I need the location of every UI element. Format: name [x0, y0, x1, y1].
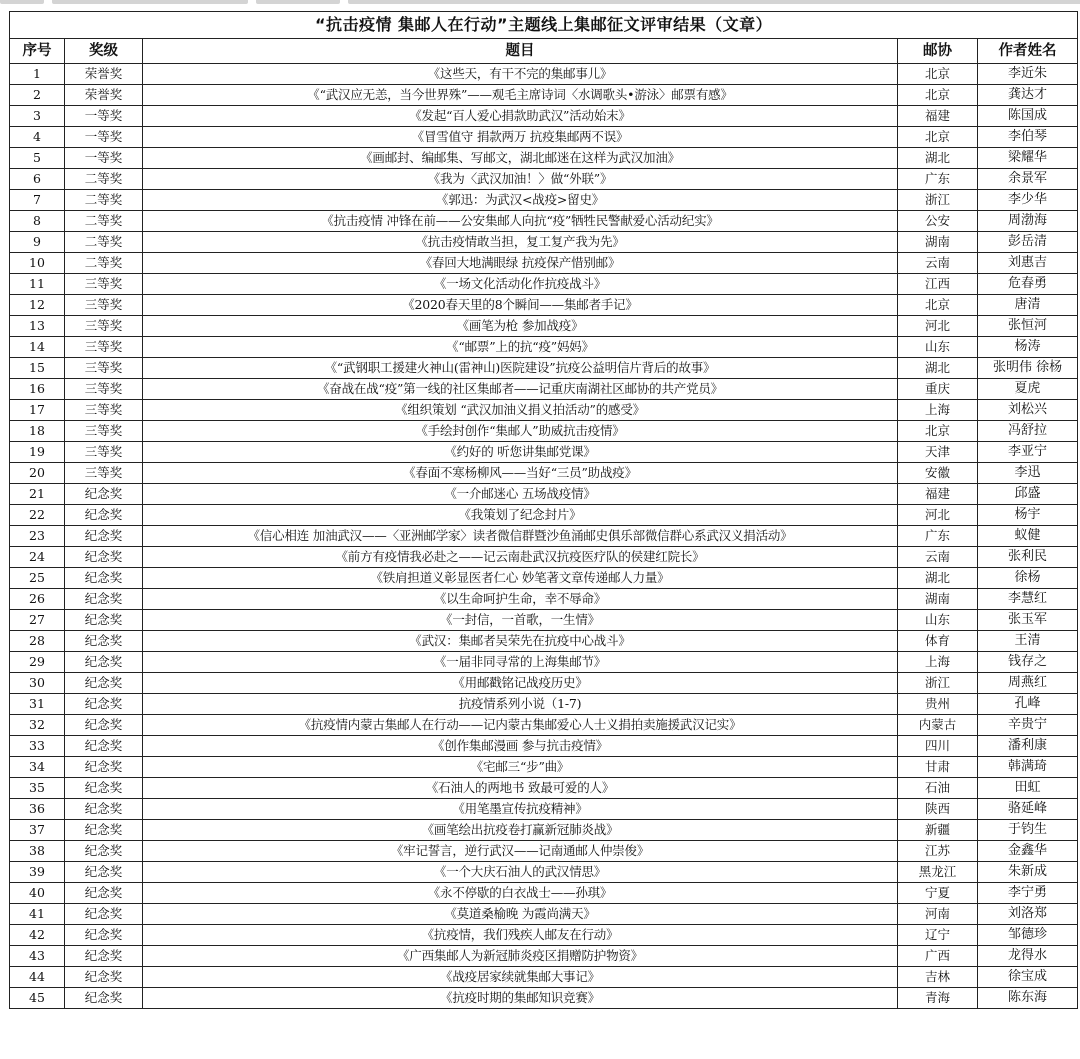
cell-author: 梁耀华 — [978, 148, 1078, 169]
header-association: 邮协 — [898, 39, 978, 64]
cell-award: 纪念奖 — [65, 484, 143, 505]
cell-award: 纪念奖 — [65, 967, 143, 988]
cell-author: 田虹 — [978, 778, 1078, 799]
cell-index: 31 — [10, 694, 65, 715]
table-row — [10, 967, 1078, 988]
cell-title: 《组织策划 “武汉加油义捐义拍活动”的感受》 — [143, 400, 898, 421]
cell-award: 三等奖 — [65, 316, 143, 337]
cell-title: 《这些天，有干不完的集邮事儿》 — [143, 64, 898, 85]
table-row — [10, 484, 1078, 505]
cell-index: 29 — [10, 652, 65, 673]
cell-association: 四川 — [898, 736, 978, 757]
results-document — [9, 11, 1077, 1009]
cell-title: 《信心相连 加油武汉——〈亚洲邮学家〉读者微信群暨沙鱼涌邮史俱乐部微信群心系武汉义捐活动》 — [143, 526, 898, 547]
cell-index: 40 — [10, 883, 65, 904]
cell-index: 39 — [10, 862, 65, 883]
cell-association: 湖南 — [898, 589, 978, 610]
cell-association: 安徽 — [898, 463, 978, 484]
cell-author: 彭岳清 — [978, 232, 1078, 253]
cell-author: 王清 — [978, 631, 1078, 652]
cell-award: 一等奖 — [65, 148, 143, 169]
cell-association: 吉林 — [898, 967, 978, 988]
cell-association: 浙江 — [898, 190, 978, 211]
cell-award: 荣誉奖 — [65, 64, 143, 85]
cell-title: 《郭迅：为武汉<战疫>留史》 — [143, 190, 898, 211]
cell-index: 2 — [10, 85, 65, 106]
cell-award: 纪念奖 — [65, 631, 143, 652]
table-row — [10, 85, 1078, 106]
cell-title: 《宅邮三“步”曲》 — [143, 757, 898, 778]
table-row — [10, 526, 1078, 547]
cell-title: 《抗击疫情敢当担，复工复产我为先》 — [143, 232, 898, 253]
cell-award: 纪念奖 — [65, 778, 143, 799]
cell-title: 《永不停歇的白衣战士——孙琪》 — [143, 883, 898, 904]
table-row — [10, 232, 1078, 253]
cell-index: 15 — [10, 358, 65, 379]
cell-award: 三等奖 — [65, 400, 143, 421]
cell-author: 李迅 — [978, 463, 1078, 484]
table-row — [10, 568, 1078, 589]
header-index: 序号 — [10, 39, 65, 64]
cell-author: 唐清 — [978, 295, 1078, 316]
table-row — [10, 610, 1078, 631]
table-row — [10, 841, 1078, 862]
cell-author: 李少华 — [978, 190, 1078, 211]
cell-author: 陈东海 — [978, 988, 1078, 1009]
cell-award: 纪念奖 — [65, 652, 143, 673]
cell-index: 1 — [10, 64, 65, 85]
cell-index: 28 — [10, 631, 65, 652]
table-row — [10, 127, 1078, 148]
cell-title: 《用笔墨宣传抗疫精神》 — [143, 799, 898, 820]
cell-association: 广东 — [898, 526, 978, 547]
header-author: 作者姓名 — [978, 39, 1078, 64]
cell-index: 38 — [10, 841, 65, 862]
cell-author: 张玉军 — [978, 610, 1078, 631]
cell-index: 4 — [10, 127, 65, 148]
table-row — [10, 358, 1078, 379]
cell-association: 辽宁 — [898, 925, 978, 946]
table-row — [10, 883, 1078, 904]
header-award: 奖级 — [65, 39, 143, 64]
cell-award: 一等奖 — [65, 106, 143, 127]
cell-association: 北京 — [898, 127, 978, 148]
cell-author: 冯舒拉 — [978, 421, 1078, 442]
top-edge-decoration — [0, 0, 1080, 6]
table-row — [10, 988, 1078, 1009]
table-row — [10, 316, 1078, 337]
cell-author: 陈国成 — [978, 106, 1078, 127]
table-row — [10, 862, 1078, 883]
cell-index: 21 — [10, 484, 65, 505]
cell-author: 辛贵宁 — [978, 715, 1078, 736]
cell-author: 龚达才 — [978, 85, 1078, 106]
document-title: “抗击疫情 集邮人在行动”主题线上集邮征文评审结果（文章） — [10, 12, 1078, 39]
cell-title: 《创作集邮漫画 参与抗击疫情》 — [143, 736, 898, 757]
cell-author: 杨涛 — [978, 337, 1078, 358]
cell-title: 《铁肩担道义彰显医者仁心 妙笔著文章传递邮人力量》 — [143, 568, 898, 589]
cell-index: 42 — [10, 925, 65, 946]
cell-award: 纪念奖 — [65, 589, 143, 610]
cell-author: 蚁健 — [978, 526, 1078, 547]
cell-author: 孔峰 — [978, 694, 1078, 715]
cell-author: 李近朱 — [978, 64, 1078, 85]
cell-association: 广西 — [898, 946, 978, 967]
cell-title: 《画笔绘出抗疫卷打赢新冠肺炎战》 — [143, 820, 898, 841]
cell-award: 纪念奖 — [65, 694, 143, 715]
cell-index: 34 — [10, 757, 65, 778]
cell-author: 邱盛 — [978, 484, 1078, 505]
cell-association: 内蒙古 — [898, 715, 978, 736]
cell-index: 5 — [10, 148, 65, 169]
table-row — [10, 169, 1078, 190]
cell-author: 刘洛郑 — [978, 904, 1078, 925]
cell-index: 35 — [10, 778, 65, 799]
table-row — [10, 778, 1078, 799]
cell-author: 龙得水 — [978, 946, 1078, 967]
cell-index: 22 — [10, 505, 65, 526]
table-row — [10, 757, 1078, 778]
cell-index: 25 — [10, 568, 65, 589]
cell-association: 广东 — [898, 169, 978, 190]
cell-author: 张利民 — [978, 547, 1078, 568]
cell-index: 27 — [10, 610, 65, 631]
cell-author: 金鑫华 — [978, 841, 1078, 862]
cell-association: 青海 — [898, 988, 978, 1009]
table-row — [10, 694, 1078, 715]
cell-author: 张恒河 — [978, 316, 1078, 337]
table-row — [10, 463, 1078, 484]
cell-award: 纪念奖 — [65, 841, 143, 862]
cell-association: 北京 — [898, 64, 978, 85]
cell-award: 二等奖 — [65, 211, 143, 232]
cell-index: 19 — [10, 442, 65, 463]
cell-title: 抗疫情系列小说（1-7) — [143, 694, 898, 715]
cell-title: 《一届非同寻常的上海集邮节》 — [143, 652, 898, 673]
cell-title: 《抗疫情，我们残疾人邮友在行动》 — [143, 925, 898, 946]
cell-association: 北京 — [898, 295, 978, 316]
cell-award: 纪念奖 — [65, 568, 143, 589]
cell-association: 江西 — [898, 274, 978, 295]
cell-award: 二等奖 — [65, 253, 143, 274]
cell-title: 《战疫居家续就集邮大事记》 — [143, 967, 898, 988]
table-row — [10, 400, 1078, 421]
cell-title: 《手绘封创作“集邮人”助威抗击疫情》 — [143, 421, 898, 442]
cell-title: 《以生命呵护生命，幸不辱命》 — [143, 589, 898, 610]
cell-title: 《广西集邮人为新冠肺炎疫区捐赠防护物资》 — [143, 946, 898, 967]
table-body — [10, 64, 1078, 1009]
cell-author: 李伯琴 — [978, 127, 1078, 148]
table-row — [10, 547, 1078, 568]
cell-association: 江苏 — [898, 841, 978, 862]
table-header-row — [10, 39, 1078, 64]
cell-author: 刘惠吉 — [978, 253, 1078, 274]
cell-title: 《奋战在战“疫”第一线的社区集邮者——记重庆南湖社区邮协的共产党员》 — [143, 379, 898, 400]
table-row — [10, 673, 1078, 694]
cell-award: 纪念奖 — [65, 862, 143, 883]
cell-award: 二等奖 — [65, 232, 143, 253]
cell-title: 《“邮票”上的抗“疫”妈妈》 — [143, 337, 898, 358]
table-row — [10, 442, 1078, 463]
cell-author: 邹德珍 — [978, 925, 1078, 946]
table-row — [10, 820, 1078, 841]
cell-title: 《2020春天里的8个瞬间——集邮者手记》 — [143, 295, 898, 316]
cell-index: 36 — [10, 799, 65, 820]
cell-author: 危春勇 — [978, 274, 1078, 295]
cell-index: 9 — [10, 232, 65, 253]
table-row — [10, 505, 1078, 526]
cell-association: 山东 — [898, 337, 978, 358]
cell-association: 湖北 — [898, 358, 978, 379]
cell-title: 《一个大庆石油人的武汉情思》 — [143, 862, 898, 883]
cell-award: 三等奖 — [65, 421, 143, 442]
cell-association: 湖北 — [898, 148, 978, 169]
cell-title: 《“武钢职工援建火神山(雷神山)医院建设”抗疫公益明信片背后的故事》 — [143, 358, 898, 379]
cell-title: 《石油人的两地书 致最可爱的人》 — [143, 778, 898, 799]
table-row — [10, 946, 1078, 967]
cell-award: 纪念奖 — [65, 715, 143, 736]
cell-title: 《抗疫情内蒙古集邮人在行动——记内蒙古集邮爱心人士义捐拍卖施援武汉记实》 — [143, 715, 898, 736]
cell-index: 30 — [10, 673, 65, 694]
cell-author: 骆延峰 — [978, 799, 1078, 820]
cell-award: 纪念奖 — [65, 820, 143, 841]
cell-author: 张明伟 徐杨 — [978, 358, 1078, 379]
cell-author: 余景军 — [978, 169, 1078, 190]
cell-award: 三等奖 — [65, 442, 143, 463]
cell-index: 41 — [10, 904, 65, 925]
cell-association: 福建 — [898, 106, 978, 127]
cell-title: 《画邮封、编邮集、写邮文，湖北邮迷在这样为武汉加油》 — [143, 148, 898, 169]
cell-award: 纪念奖 — [65, 505, 143, 526]
cell-title: 《约好的 听您讲集邮党课》 — [143, 442, 898, 463]
cell-association: 河北 — [898, 505, 978, 526]
cell-association: 浙江 — [898, 673, 978, 694]
cell-index: 45 — [10, 988, 65, 1009]
cell-association: 湖北 — [898, 568, 978, 589]
cell-title: 《发起“百人爱心捐款助武汉”活动始末》 — [143, 106, 898, 127]
cell-title: 《牢记誓言，逆行武汉——记南通邮人仲崇俊》 — [143, 841, 898, 862]
cell-author: 潘利康 — [978, 736, 1078, 757]
cell-index: 13 — [10, 316, 65, 337]
cell-author: 杨宇 — [978, 505, 1078, 526]
cell-index: 7 — [10, 190, 65, 211]
cell-award: 三等奖 — [65, 274, 143, 295]
table-row — [10, 631, 1078, 652]
cell-award: 三等奖 — [65, 463, 143, 484]
cell-author: 韩满琦 — [978, 757, 1078, 778]
cell-index: 24 — [10, 547, 65, 568]
cell-association: 河南 — [898, 904, 978, 925]
cell-title: 《“武汉应无恙，当今世界殊”——观毛主席诗词〈水调歌头•游泳〉邮票有感》 — [143, 85, 898, 106]
table-row — [10, 64, 1078, 85]
cell-index: 18 — [10, 421, 65, 442]
cell-index: 43 — [10, 946, 65, 967]
cell-award: 纪念奖 — [65, 526, 143, 547]
cell-association: 贵州 — [898, 694, 978, 715]
results-table — [9, 11, 1078, 1009]
table-row — [10, 295, 1078, 316]
cell-index: 12 — [10, 295, 65, 316]
cell-award: 纪念奖 — [65, 988, 143, 1009]
cell-author: 李慧红 — [978, 589, 1078, 610]
cell-author: 徐宝成 — [978, 967, 1078, 988]
cell-author: 刘松兴 — [978, 400, 1078, 421]
cell-index: 26 — [10, 589, 65, 610]
cell-association: 湖南 — [898, 232, 978, 253]
table-row — [10, 106, 1078, 127]
cell-title: 《一封信，一首歌，一生情》 — [143, 610, 898, 631]
table-row — [10, 925, 1078, 946]
cell-association: 上海 — [898, 652, 978, 673]
cell-award: 纪念奖 — [65, 757, 143, 778]
cell-award: 一等奖 — [65, 127, 143, 148]
cell-index: 8 — [10, 211, 65, 232]
cell-association: 云南 — [898, 547, 978, 568]
cell-author: 夏虎 — [978, 379, 1078, 400]
cell-author: 于钧生 — [978, 820, 1078, 841]
cell-association: 重庆 — [898, 379, 978, 400]
table-row — [10, 421, 1078, 442]
table-row — [10, 337, 1078, 358]
cell-award: 纪念奖 — [65, 736, 143, 757]
cell-index: 3 — [10, 106, 65, 127]
cell-association: 天津 — [898, 442, 978, 463]
table-row — [10, 736, 1078, 757]
cell-award: 三等奖 — [65, 358, 143, 379]
cell-title: 《我为〈武汉加油！〉做“外联”》 — [143, 169, 898, 190]
table-row — [10, 904, 1078, 925]
cell-association: 福建 — [898, 484, 978, 505]
cell-award: 纪念奖 — [65, 883, 143, 904]
cell-award: 纪念奖 — [65, 547, 143, 568]
cell-association: 北京 — [898, 421, 978, 442]
cell-author: 周燕红 — [978, 673, 1078, 694]
cell-title: 《莫道桑榆晚 为霞尚满天》 — [143, 904, 898, 925]
cell-title: 《春面不寒杨柳风——当好“三员”助战疫》 — [143, 463, 898, 484]
cell-index: 44 — [10, 967, 65, 988]
table-row — [10, 715, 1078, 736]
cell-title: 《抗疫时期的集邮知识竞赛》 — [143, 988, 898, 1009]
table-row — [10, 253, 1078, 274]
cell-association: 甘肃 — [898, 757, 978, 778]
cell-author: 徐杨 — [978, 568, 1078, 589]
cell-award: 纪念奖 — [65, 610, 143, 631]
cell-title: 《一场文化活动化作抗疫战斗》 — [143, 274, 898, 295]
cell-award: 纪念奖 — [65, 946, 143, 967]
cell-award: 纪念奖 — [65, 673, 143, 694]
cell-title: 《画笔为枪 参加战疫》 — [143, 316, 898, 337]
cell-index: 6 — [10, 169, 65, 190]
table-row — [10, 589, 1078, 610]
cell-award: 纪念奖 — [65, 799, 143, 820]
cell-association: 宁夏 — [898, 883, 978, 904]
table-row — [10, 211, 1078, 232]
cell-association: 云南 — [898, 253, 978, 274]
cell-association: 北京 — [898, 85, 978, 106]
cell-index: 20 — [10, 463, 65, 484]
cell-index: 14 — [10, 337, 65, 358]
cell-title: 《冒雪值守 捐款两万 抗疫集邮两不误》 — [143, 127, 898, 148]
cell-award: 纪念奖 — [65, 925, 143, 946]
cell-association: 新疆 — [898, 820, 978, 841]
cell-author: 朱新成 — [978, 862, 1078, 883]
cell-association: 黑龙江 — [898, 862, 978, 883]
table-row — [10, 148, 1078, 169]
cell-title: 《春回大地满眼绿 抗疫保产惜别邮》 — [143, 253, 898, 274]
cell-title: 《前方有疫情我必赴之——记云南赴武汉抗疫医疗队的侯建红院长》 — [143, 547, 898, 568]
cell-association: 石油 — [898, 778, 978, 799]
table-row — [10, 652, 1078, 673]
cell-author: 钱存之 — [978, 652, 1078, 673]
cell-title: 《我策划了纪念封片》 — [143, 505, 898, 526]
cell-author: 李亚宁 — [978, 442, 1078, 463]
cell-index: 10 — [10, 253, 65, 274]
cell-title: 《抗击疫情 冲锋在前——公安集邮人向抗“疫”牺牲民警献爱心活动纪实》 — [143, 211, 898, 232]
table-row — [10, 274, 1078, 295]
table-row — [10, 379, 1078, 400]
cell-author: 周渤海 — [978, 211, 1078, 232]
cell-award: 二等奖 — [65, 190, 143, 211]
cell-index: 16 — [10, 379, 65, 400]
cell-index: 32 — [10, 715, 65, 736]
cell-association: 陕西 — [898, 799, 978, 820]
cell-index: 11 — [10, 274, 65, 295]
cell-title: 《武汉：集邮者吴荣先在抗疫中心战斗》 — [143, 631, 898, 652]
cell-association: 体育 — [898, 631, 978, 652]
cell-award: 三等奖 — [65, 379, 143, 400]
cell-title: 《一介邮迷心 五场战疫情》 — [143, 484, 898, 505]
cell-association: 山东 — [898, 610, 978, 631]
cell-award: 三等奖 — [65, 337, 143, 358]
cell-award: 三等奖 — [65, 295, 143, 316]
header-title: 题目 — [143, 39, 898, 64]
cell-award: 二等奖 — [65, 169, 143, 190]
cell-index: 37 — [10, 820, 65, 841]
cell-association: 河北 — [898, 316, 978, 337]
cell-index: 23 — [10, 526, 65, 547]
cell-index: 33 — [10, 736, 65, 757]
cell-association: 公安 — [898, 211, 978, 232]
cell-index: 17 — [10, 400, 65, 421]
table-row — [10, 190, 1078, 211]
table-row — [10, 799, 1078, 820]
cell-award: 纪念奖 — [65, 904, 143, 925]
cell-association: 上海 — [898, 400, 978, 421]
cell-author: 李宁勇 — [978, 883, 1078, 904]
cell-title: 《用邮戳铭记战疫历史》 — [143, 673, 898, 694]
cell-award: 荣誉奖 — [65, 85, 143, 106]
